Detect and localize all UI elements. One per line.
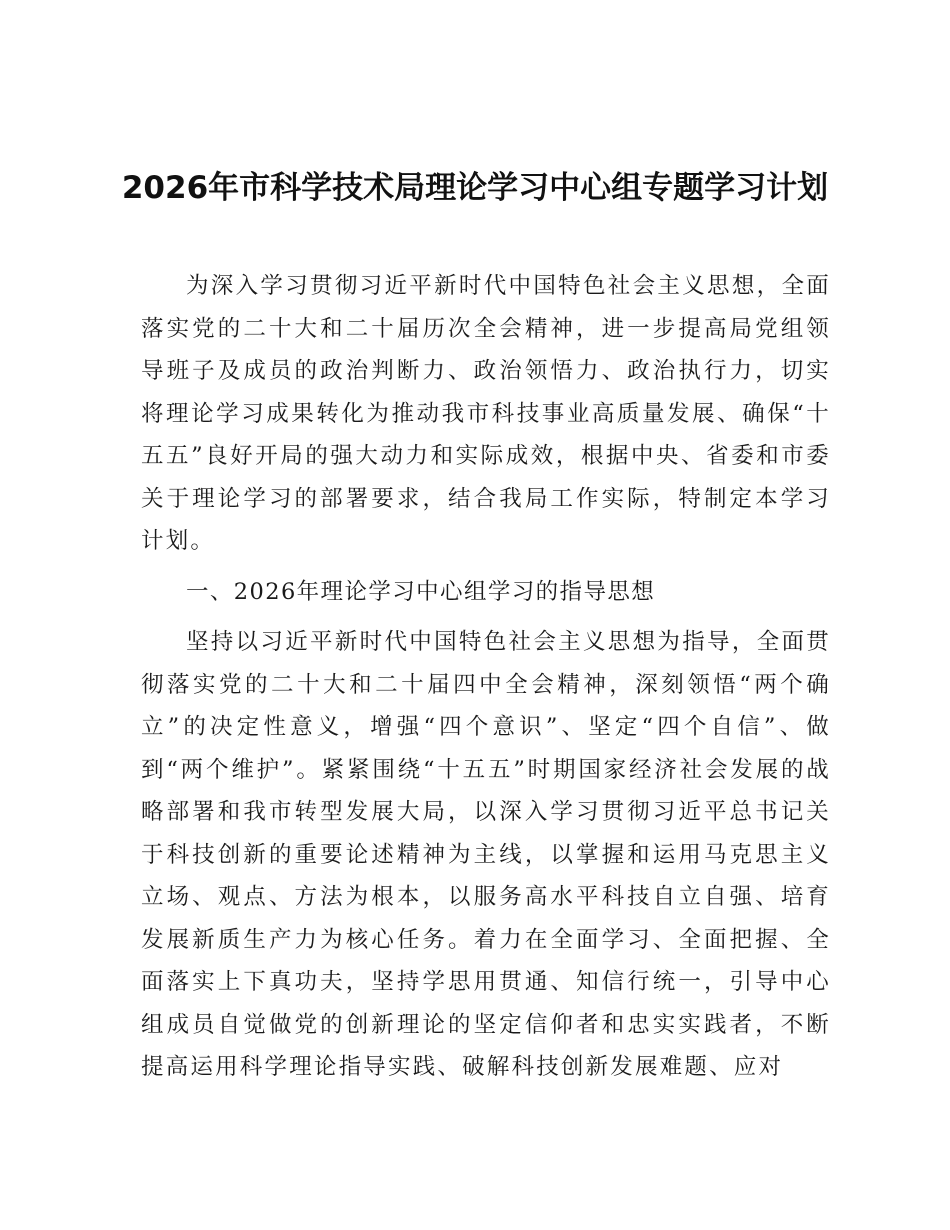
document-title: 2026年市科学技术局理论学习中心组专题学习计划: [121, 170, 829, 206]
intro-paragraph: 为深入学习贯彻习近平新时代中国特色社会主义思想，全面落实党的二十大和二十届历次全会精神，进一步提高局党组领导班子及成员的政治判断力、政治领悟力、政治执行力，切实将理论学习成果转化为推动我市科技事业高质量发展、确保“十五五”良好开局的强大动力和实际成效，根据中央、省委和市委关于理论学习的部署要求，结合我局工作实际，特制定本学习计划。: [141, 273, 831, 554]
section-heading: 一、2026年理论学习中心组学习的指导思想: [186, 578, 656, 605]
document-body: [141, 265, 831, 1089]
guiding-ideology-paragraph: 坚持以习近平新时代中国特色社会主义思想为指导，全面贯彻落实党的二十大和二十届四中全会精神，深刻领悟“两个确立”的决定性意义，增强“四个意识”、坚定“四个自信”、做到“两个维护”。紧紧围绕“十五五”时期国家经济社会发展的战略部署和我市转型发展大局，以深入学习贯彻习近平总书记关于科技创新的重要论述精神为主线，以掌握和运用马克思主义立场、观点、方法为根本，以服务高水平科技自立自强、培育发展新质生产力为核心任务。着力在全面学习、全面把握、全面落实上下真功夫，坚持学思用贯通、知信行统一，引导中心组成员自觉做党的创新理论的坚定信仰者和忠实实践者，不断提高运用科学理论指导实践、破解科技创新发展难题、应对: [141, 629, 831, 1080]
